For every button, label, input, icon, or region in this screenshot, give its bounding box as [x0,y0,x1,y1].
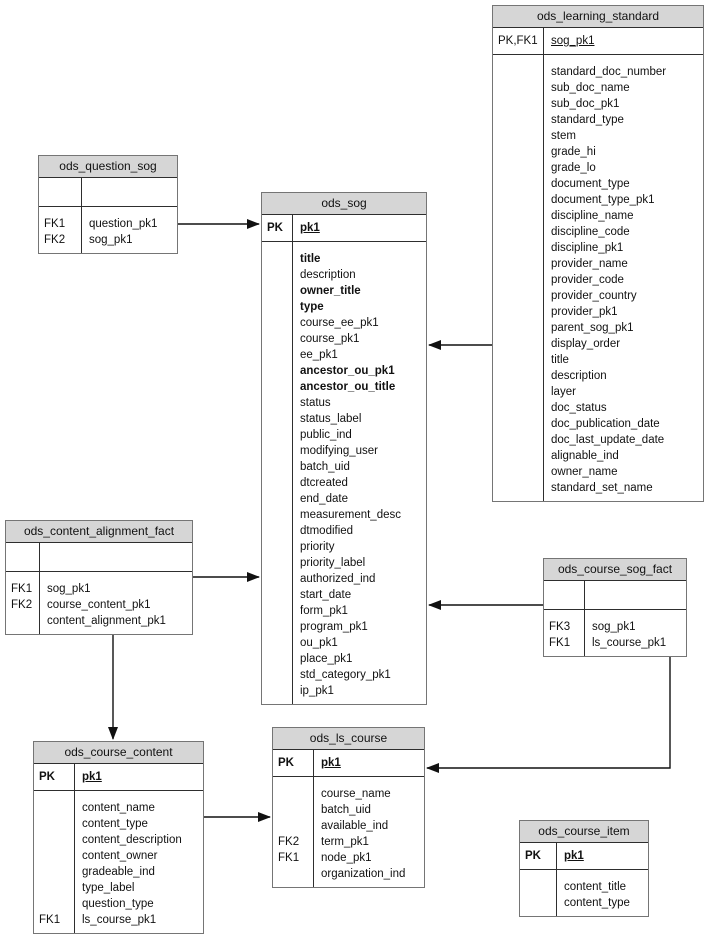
key-label [34,832,74,848]
column-name: provider_country [551,290,637,302]
pk-compartment [520,843,648,869]
column-name: ip_pk1 [300,685,334,697]
column-name: discipline_name [551,210,634,222]
key-label [493,256,543,272]
attribute-row [493,176,703,192]
attribute-row [262,427,426,443]
pk-compartment [273,750,424,776]
attribute-row [6,581,192,597]
column-name: available_ind [321,820,389,832]
column-name: discipline_pk1 [551,242,624,254]
column-name: document_type [551,178,630,190]
column-name: type [300,301,324,313]
column-name: priority [300,541,335,553]
key-column-divider [313,750,314,887]
attribute-row [493,288,703,304]
column-name: title [551,354,569,366]
column-name: ee_pk1 [300,349,338,361]
attribute-row [34,832,203,848]
attribute-row [493,224,703,240]
attribute-row [262,443,426,459]
key-label [34,816,74,832]
key-label [493,304,543,320]
key-label [493,160,543,176]
key-label [262,619,292,635]
attribute-row [39,232,177,248]
key-label [493,112,543,128]
key-label [262,635,292,651]
attribute-row [34,848,203,864]
column-name: owner_name [551,466,618,478]
attribute-row [262,555,426,571]
key-label [262,251,292,267]
key-label [493,320,543,336]
key-label [493,416,543,432]
key-label: FK2 [44,234,66,246]
column-name: pk1 [82,771,102,783]
column-name: gradeable_ind [82,866,155,878]
column-name: content_owner [82,850,158,862]
attribute-row [262,315,426,331]
key-label [262,347,292,363]
column-name: pk1 [564,850,584,862]
attribute-row [493,368,703,384]
column-name: standard_type [551,114,624,126]
key-label [493,448,543,464]
column-name: doc_last_update_date [551,434,665,446]
column-name: content_alignment_pk1 [47,615,166,627]
attribute-row [262,363,426,379]
attribute-row [262,683,426,699]
column-name: batch_uid [321,804,371,816]
attribute-row [520,879,648,895]
column-name: organization_ind [321,868,406,880]
attribute-row [273,866,424,882]
attribute-row [493,144,703,160]
attribute-row [262,491,426,507]
entity-ods_course_item [519,820,649,917]
key-label [34,880,74,896]
column-name: course_name [321,788,391,800]
attribute-row [262,411,426,427]
key-label [262,315,292,331]
column-name: status [300,397,331,409]
attribute-row [493,464,703,480]
column-name: parent_sog_pk1 [551,322,634,334]
key-label [262,683,292,699]
key-label [493,432,543,448]
entity-ods_course_content [33,741,204,934]
entity-title: ods_course_sog_fact [544,559,686,581]
attribute-row [273,850,424,866]
key-label [262,523,292,539]
pk-row [262,220,426,236]
column-name: priority_label [300,557,366,569]
column-name: course_content_pk1 [47,599,151,611]
key-label [493,208,543,224]
key-label [493,464,543,480]
key-label [262,283,292,299]
key-label [273,802,313,818]
key-label: PK [39,771,55,783]
attribute-row [34,912,203,928]
key-label: FK1 [549,637,571,649]
attribute-row [34,816,203,832]
column-name: end_date [300,493,348,505]
key-label [34,800,74,816]
entity-title: ods_sog [262,193,426,215]
pk-row [493,33,703,49]
column-name: course_ee_pk1 [300,317,379,329]
attribute-row [493,112,703,128]
attribute-row [262,475,426,491]
attribute-row [493,256,703,272]
key-label [493,288,543,304]
attribute-row [262,251,426,267]
column-name: question_type [82,898,154,910]
key-label [262,395,292,411]
column-name: alignable_ind [551,450,619,462]
entity-body [520,843,648,916]
key-label [493,384,543,400]
column-name: std_category_pk1 [300,669,391,681]
key-label [493,96,543,112]
key-column-divider [292,215,293,704]
key-label [262,411,292,427]
entity-ods_learning_standard [492,5,704,502]
column-name: standard_set_name [551,482,653,494]
attributes-compartment [520,869,648,916]
column-name: provider_name [551,258,628,270]
attribute-row [262,587,426,603]
key-label: FK1 [44,218,66,230]
column-name: grade_hi [551,146,596,158]
key-label: FK2 [11,599,33,611]
key-label [262,667,292,683]
key-label [493,64,543,80]
attribute-row [273,786,424,802]
attribute-row [493,352,703,368]
attribute-row [493,416,703,432]
key-column-divider [81,178,82,253]
column-name: dtcreated [300,477,348,489]
column-name: measurement_desc [300,509,401,521]
attribute-row [520,895,648,911]
attribute-row [493,320,703,336]
column-name: display_order [551,338,621,350]
column-name: description [551,370,607,382]
column-name: content_name [82,802,155,814]
attribute-row [493,480,703,496]
column-name: term_pk1 [321,836,369,848]
column-name: ancestor_ou_title [300,381,396,393]
column-name: public_ind [300,429,352,441]
entity-body [262,215,426,704]
key-label [34,896,74,912]
entity-body [273,750,424,887]
column-name: content_type [82,818,148,830]
key-label [262,267,292,283]
key-label [493,240,543,256]
key-label: FK1 [278,852,300,864]
key-label [262,331,292,347]
key-label [273,786,313,802]
attribute-row [493,160,703,176]
key-label [493,128,543,144]
pk-row [34,769,203,785]
column-name: node_pk1 [321,852,372,864]
entity-title: ods_learning_standard [493,6,703,28]
attribute-row [262,523,426,539]
pk-compartment [493,28,703,54]
entity-ods_sog [261,192,427,705]
attribute-row [493,400,703,416]
column-name: sub_doc_name [551,82,630,94]
key-label [262,379,292,395]
key-label [493,336,543,352]
entity-title: ods_course_content [34,742,203,764]
attribute-row [273,802,424,818]
key-label [493,368,543,384]
attribute-row [493,448,703,464]
attribute-row [262,267,426,283]
column-name: description [300,269,356,281]
column-name: form_pk1 [300,605,348,617]
key-label [262,443,292,459]
key-label [34,864,74,880]
key-label: FK1 [11,583,33,595]
attribute-row [493,240,703,256]
key-label [262,571,292,587]
entity-body [493,28,703,501]
attribute-row [34,880,203,896]
column-name: discipline_code [551,226,630,238]
attribute-row [493,192,703,208]
attribute-row [493,384,703,400]
key-label [273,818,313,834]
key-label [493,80,543,96]
attribute-row [493,304,703,320]
column-name: doc_publication_date [551,418,660,430]
column-name: pk1 [321,757,341,769]
attribute-row [262,651,426,667]
attribute-row [273,818,424,834]
pk-compartment [544,581,686,609]
column-name: place_pk1 [300,653,353,665]
column-name: standard_doc_number [551,66,667,78]
attributes-compartment [34,790,203,933]
pk-compartment [262,215,426,241]
column-name: sog_pk1 [551,35,595,47]
column-name: content_type [564,897,630,909]
key-label [262,427,292,443]
key-label [262,299,292,315]
key-label [520,895,556,911]
attribute-row [262,331,426,347]
entity-ods_content_alignment_fact [5,520,193,635]
column-name: program_pk1 [300,621,368,633]
attribute-row [493,80,703,96]
attributes-compartment [544,609,686,656]
column-name: sub_doc_pk1 [551,98,620,110]
column-name: pk1 [300,222,320,234]
entity-title: ods_question_sog [39,156,177,178]
attributes-compartment [273,776,424,887]
attribute-row [493,432,703,448]
column-name: owner_title [300,285,361,297]
column-name: grade_lo [551,162,596,174]
attribute-row [493,336,703,352]
attribute-row [544,635,686,651]
pk-row [520,848,648,864]
key-label [262,603,292,619]
key-label [273,866,313,882]
attribute-row [493,96,703,112]
attribute-row [544,619,686,635]
pk-compartment [34,764,203,790]
key-label: PK [525,850,541,862]
entity-body [34,764,203,933]
key-label: PK [278,757,294,769]
key-label [493,400,543,416]
column-name: question_pk1 [89,218,158,230]
key-column-divider [543,28,544,501]
column-name: type_label [82,882,135,894]
attribute-row [493,208,703,224]
entity-body [6,543,192,634]
entity-ods_question_sog [38,155,178,254]
attribute-row [493,128,703,144]
attribute-row [493,64,703,80]
entity-body [544,581,686,656]
attribute-row [262,507,426,523]
column-name: document_type_pk1 [551,194,655,206]
key-label [34,848,74,864]
key-label: PK [267,222,283,234]
entity-ods_ls_course [272,727,425,888]
attribute-row [34,896,203,912]
entity-ods_course_sog_fact [543,558,687,657]
attributes-compartment [6,571,192,634]
attributes-compartment [39,206,177,253]
column-name: course_pk1 [300,333,360,345]
column-name: doc_status [551,402,607,414]
key-label [493,272,543,288]
entity-title: ods_ls_course [273,728,424,750]
column-name: sog_pk1 [592,621,636,633]
key-label [6,613,39,629]
key-column-divider [584,581,585,656]
key-label [262,459,292,475]
pk-compartment [39,178,177,206]
attribute-row [262,459,426,475]
column-name: provider_code [551,274,624,286]
key-label [262,491,292,507]
column-name: content_title [564,881,627,893]
column-name: ancestor_ou_pk1 [300,365,395,377]
key-label [262,651,292,667]
key-label [493,224,543,240]
column-name: ou_pk1 [300,637,338,649]
key-label [493,192,543,208]
column-name: dtmodified [300,525,354,537]
attribute-row [6,613,192,629]
key-label: FK2 [278,836,300,848]
column-name: layer [551,386,576,398]
attributes-compartment [493,54,703,501]
attribute-row [34,800,203,816]
attribute-row [262,379,426,395]
attribute-row [262,395,426,411]
column-name: ls_course_pk1 [592,637,667,649]
pk-compartment [6,543,192,571]
column-name: start_date [300,589,352,601]
attribute-row [262,347,426,363]
key-column-divider [74,764,75,933]
key-label [520,879,556,895]
attribute-row [273,834,424,850]
column-name: batch_uid [300,461,350,473]
key-label [262,587,292,603]
attribute-row [262,539,426,555]
attribute-row [262,635,426,651]
attribute-row [493,272,703,288]
attribute-row [39,216,177,232]
key-label [493,480,543,496]
key-label [262,363,292,379]
column-name: sog_pk1 [47,583,91,595]
attribute-row [262,571,426,587]
key-label: FK3 [549,621,571,633]
attribute-row [34,864,203,880]
entity-title: ods_course_item [520,821,648,843]
column-name: status_label [300,413,362,425]
column-name: ls_course_pk1 [82,914,157,926]
key-label: FK1 [39,914,61,926]
attribute-row [262,283,426,299]
pk-row [273,755,424,771]
attribute-row [262,299,426,315]
column-name: modifying_user [300,445,378,457]
column-name: authorized_ind [300,573,376,585]
column-name: stem [551,130,576,142]
key-label [262,539,292,555]
column-name: provider_pk1 [551,306,618,318]
key-column-divider [39,543,40,634]
entity-body [39,178,177,253]
relationship-ods_course_sog_fact-to-ods_ls_course [427,656,670,768]
attributes-compartment [262,241,426,704]
key-label [262,507,292,523]
key-label [493,144,543,160]
column-name: title [300,253,321,265]
attribute-row [262,619,426,635]
key-label [493,176,543,192]
column-name: content_description [82,834,182,846]
attribute-row [262,603,426,619]
key-label [262,555,292,571]
key-label [262,475,292,491]
entity-title: ods_content_alignment_fact [6,521,192,543]
column-name: sog_pk1 [89,234,133,246]
key-label [493,352,543,368]
attribute-row [262,667,426,683]
attribute-row [6,597,192,613]
key-label: PK,FK1 [498,35,538,47]
key-column-divider [556,843,557,916]
